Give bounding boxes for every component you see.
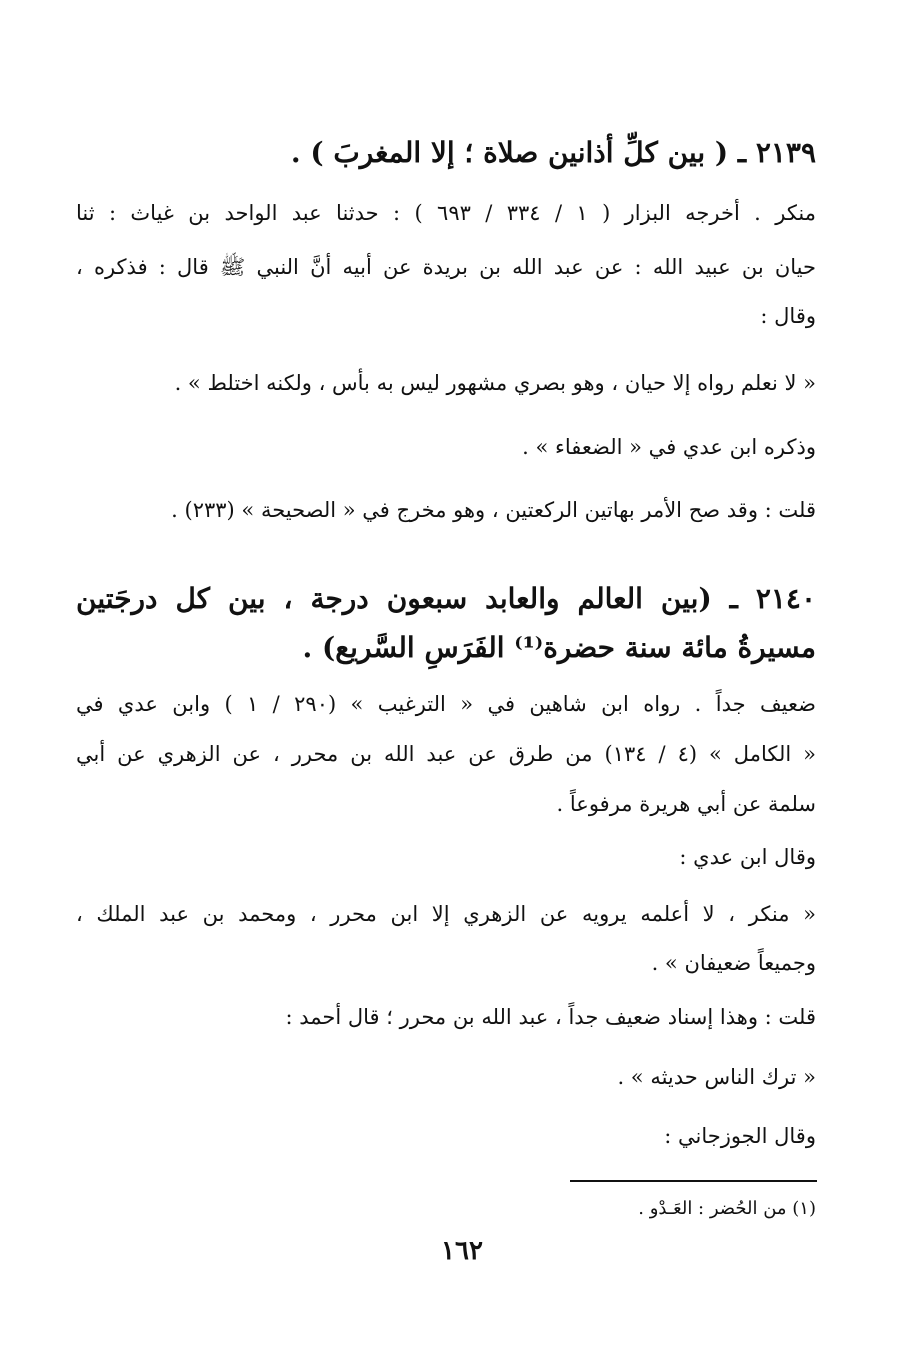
hadith-2139-title: ٢١٣٩ ـ ( بين كلِّ أذانين صلاة ؛ إلا المغربَ ) . <box>290 136 816 169</box>
hadith-2140-line-3: سلمة عن أبي هريرة مرفوعاً . <box>556 792 816 816</box>
ibn-adi-said: وقال ابن عدي : <box>679 845 816 869</box>
hadith-2140-note: قلت : وهذا إسناد ضعيف جداً ، عبد الله بن محرر ؛ قال أحمد : <box>285 1005 816 1029</box>
hadith-2140-line-1: ضعيف جداً . رواه ابن شاهين في « الترغيب » (٢٩٠ / ١ ) وابن عدي في <box>76 692 816 716</box>
footnote-separator <box>570 1180 817 1182</box>
hadith-2139-quote: « لا نعلم رواه إلا حيان ، وهو بصري مشهور ليس به بأس ، ولكنه اختلط » . <box>174 371 816 395</box>
hadith-2139-note: قلت : وقد صح الأمر بهاتين الركعتين ، وهو مخرج في « الصحيحة » (٢٣٣) . <box>171 498 816 522</box>
ahmad-quote: « ترك الناس حديثه » . <box>617 1065 816 1089</box>
hadith-2139-line-2: حيان بن عبيد الله : عن عبد الله بن بريدة عن أبيه أنَّ النبي ﷺ قال : فذكره ، <box>76 255 817 279</box>
ibn-adi-quote-line-2: وجميعاً ضعيفان » . <box>651 951 816 975</box>
hadith-2139-line-1: منكر . أخرجه البزار ( ١ / ٣٣٤ / ٦٩٣ ) : حدثنا عبد الواحد بن غياث : ثنا <box>76 201 817 225</box>
hadith-2139-line-3: وقال : <box>760 304 816 328</box>
hadith-2140-line-2: « الكامل » (٤ / ١٣٤) من طرق عن عبد الله بن محرر ، عن الزهري عن أبي <box>76 742 817 766</box>
footnote: (١) من الحُضر : العَـدْو . <box>638 1198 816 1219</box>
hadith-2140-title-line-1: ٢١٤٠ ـ (بين العالم والعابد سبعون درجة ، بين كل درجَتين <box>76 582 816 615</box>
ibn-adi-quote-line-1: « منكر ، لا أعلمه يرويه عن الزهري إلا ابن محرر ، ومحمد بن عبد الملك ، <box>76 902 816 926</box>
hadith-2139-mention: وذكره ابن عدي في « الضعفاء » . <box>522 435 816 459</box>
hadith-2140-title-line-2: مسيرةُ مائة سنة حضرة⁽¹⁾ الفَرَسِ السَّريع) . <box>302 631 816 664</box>
jawzajani-said: وقال الجوزجاني : <box>664 1124 816 1148</box>
page-number: ١٦٢ <box>441 1236 483 1266</box>
